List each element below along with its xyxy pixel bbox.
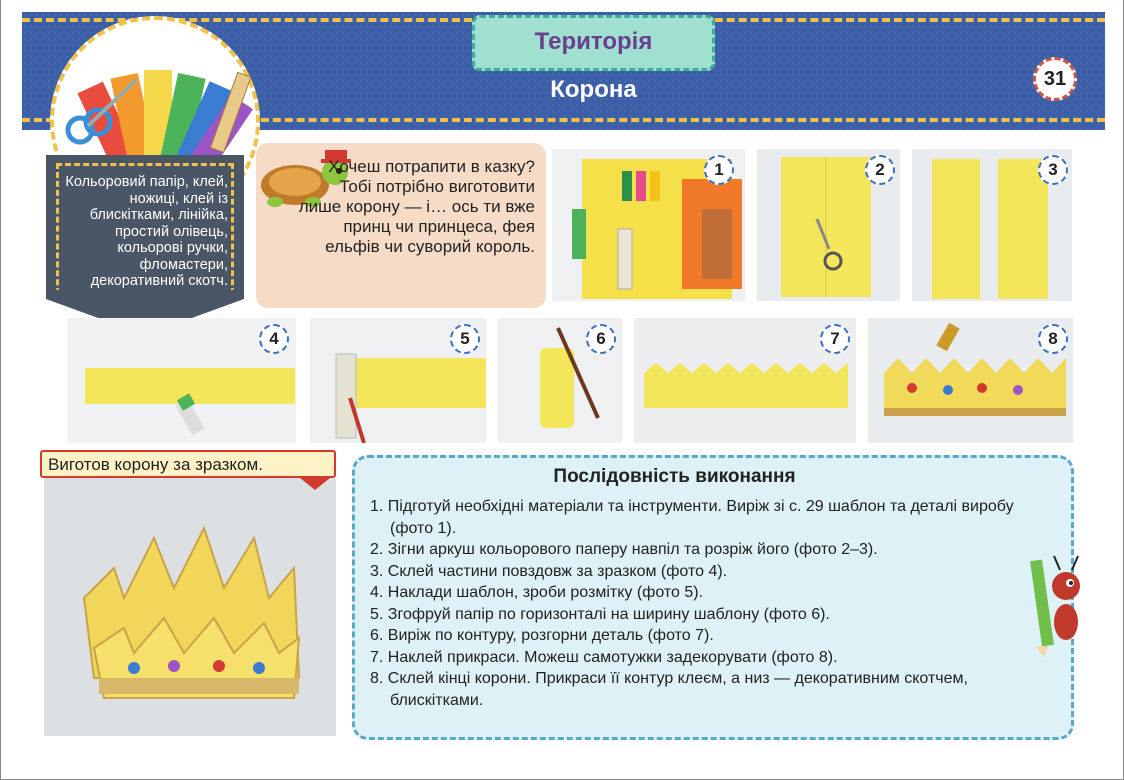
steps-title: Послідовність виконання (553, 466, 796, 487)
photo-number-badge: 7 (820, 324, 850, 354)
crown-sample-photo (44, 478, 336, 736)
photo-5 (310, 318, 486, 443)
steps-list (370, 496, 1050, 711)
category-tab (472, 15, 715, 71)
step-item: 2. Зігни аркуш кольорового паперу навпіл та розріж його (фото 2–3). (370, 541, 878, 558)
photo-1 (552, 149, 745, 301)
materials-list: Кольоровий папір, клей, ножиці, клей із блискітками, лінійка, простий олівець, кольорові ручки, фломастери, декоративний скотч. (65, 174, 228, 289)
crown-sample-illustration (44, 478, 336, 736)
photo-3 (912, 149, 1072, 301)
page-title: Корона (550, 76, 637, 103)
photo-4 (67, 318, 296, 443)
photo-number-badge: 5 (450, 324, 480, 354)
photo-2 (757, 149, 900, 301)
photo-7 (634, 318, 856, 443)
step-item: 3. Склей частини повздовж за зразком (фото 4). (370, 562, 728, 580)
step-item: 1. Підготуй необхідні матеріали та інструменти. Виріж зі с. 29 шаблон та деталі виробу (фото 1). (370, 498, 1014, 537)
photo-8 (868, 318, 1073, 443)
step-item: 4. Наклади шаблон, зроби розмітку (фото 5). (370, 584, 704, 601)
step-item: 5. Згофруй папір по горизонталі на ширину шаблону (фото 6). (370, 605, 830, 623)
step-item: 7. Наклей прикраси. Можеш самотужки задекорувати (фото 8). (370, 648, 838, 666)
step-item: 8. Склей кінці корони. Прикраси її контур клеєм, а низ — декоративним скотчем, блискітками. (370, 670, 968, 709)
category-label: Територія (534, 28, 653, 55)
task-label: Виготов корону за зразком. (40, 450, 336, 478)
photo-number-badge: 4 (259, 324, 289, 354)
step-item: 6. Виріж по контуру, розгорни деталь (фото 7). (370, 627, 714, 644)
photo-number-badge: 2 (865, 155, 895, 185)
photo-number-badge: 6 (586, 324, 616, 354)
photo-number-badge: 3 (1038, 155, 1068, 185)
label-pointer-icon (300, 478, 330, 492)
craft-supplies-illustration (40, 60, 260, 170)
intro-text: Хочеш потрапити в казку? Тобі потрібно виготовити лише корону — і… ось ти вже принц чи принцеса, фея ельфів чи суворий король. (298, 157, 535, 256)
photo-6 (498, 318, 622, 443)
pencil-ant-mascot-icon (1020, 550, 1090, 660)
photo-number-badge: 8 (1038, 324, 1068, 354)
photo-number-badge: 1 (704, 155, 734, 185)
page-number: 31 (1033, 57, 1077, 101)
